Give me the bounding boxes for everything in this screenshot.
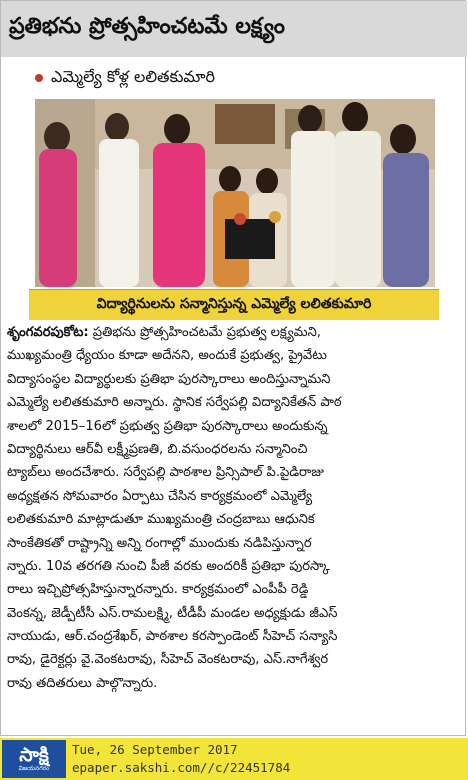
- article-line: శృంగవరపుకోట: ప్రతిభను ప్రోత్సహించటమే ప్రభుత్వ లక్ష్యమని,: [7, 325, 321, 340]
- article-line: శాలలో 2015–16లో ప్రభుత్వ ప్రతిభా పురస్కారాలు అందుకున్న: [7, 418, 328, 434]
- news-photo: [35, 99, 435, 287]
- article-line: రావు, డైరెక్టర్లు వై.వెంకటరావు, సీహెచ్ వెంకటరావు, ఎస్.నాగేశ్వర: [7, 652, 329, 668]
- bullet-icon: [35, 74, 43, 82]
- article-line: లలితకుమారి మాట్లాడుతూ ముఖ్యమంత్రి చంద్రబాబు ఆధునిక: [7, 512, 315, 528]
- logo-subtext: విజయనగరం: [18, 764, 50, 772]
- photo-caption: [29, 289, 439, 320]
- sakshi-logo: [2, 740, 66, 778]
- article-line: నాయుడు, ఆర్.చంద్రశేఖర్, పాఠశాల కరస్పాండెంట్ సీహెచ్ సన్యాసి: [7, 629, 338, 645]
- article-body: [7, 321, 459, 695]
- article-line: సాంకేతికతో రాష్ట్రాన్ని అన్ని రంగాల్లో ముందుకు నడిపిస్తున్నార: [7, 535, 312, 551]
- article-line: ఎమ్మెల్యే లలితకుమారి అన్నారు. స్థానిక సర్వేపల్లి విద్యానికేతన్ పాఠ: [7, 395, 342, 411]
- article-line: న్నారు. 10వ తరగతి నుంచి పీజీ వరకు అందరికీ ప్రతిభా పురస్కా: [7, 558, 330, 574]
- article-line: వెంకన్న, జెడ్పీటీసీ ఎస్.రామలక్ష్మి, టీడీపీ మండల అధ్యక్షుడు జీఎస్: [7, 605, 338, 621]
- article-line: విద్యార్థినులు ఆర్‌వీ లక్ష్మీప్రణతి, బి.వసుంధరలను సన్మానించి: [7, 441, 308, 457]
- photo-illustration: [35, 99, 435, 287]
- footer-bar: [0, 738, 468, 780]
- article-line: అధ్యక్షతన సోమవారం ఏర్పాటు చేసిన కార్యక్రమంలో ఎమ్మెల్యే: [7, 488, 313, 504]
- article-line: రాలు ఇచ్చిప్రోత్సహిస్తున్నారన్నారు. కార్యక్రమంలో ఎంపీపీ రెడ్డి: [7, 582, 309, 598]
- article-line: రావు తదితరులు పాల్గొన్నారు.: [7, 675, 158, 691]
- headline: ప్రతిభను ప్రోత్సహించటమే లక్ష్యం: [9, 14, 285, 39]
- byline: [1, 57, 467, 99]
- article-line: ట్యాబ్‌లు అందచేశారు. సర్వేపల్లి పాఠశాల ప్రిన్సిపాల్ పి.పైడిరాజు: [7, 465, 324, 481]
- headline-bar: [1, 1, 467, 57]
- epaper-link[interactable]: epaper.sakshi.com//c/22451784: [72, 760, 291, 775]
- dateline: శృంగవరపుకోట:: [7, 325, 89, 340]
- caption-text: విద్యార్థినులను సన్మానిస్తున్న ఎమ్మెల్యే లలితకుమారి: [96, 295, 372, 312]
- article-line: విద్యాసంస్థల విద్యార్థులకు ప్రతిభా పురస్కారాలు అందిస్తున్నామని: [7, 371, 331, 387]
- byline-text: ఎమ్మెల్యే కోళ్ల లలితకుమారి: [51, 66, 215, 86]
- logo-text: సాక్షి: [19, 743, 49, 766]
- article-line: ముఖ్యమంత్రి ధ్యేయం కూడా అదేనని, అందుకే ప్రభుత్వ, ప్రైవేటు: [7, 348, 327, 364]
- publish-date: Tue, 26 September 2017: [72, 742, 238, 757]
